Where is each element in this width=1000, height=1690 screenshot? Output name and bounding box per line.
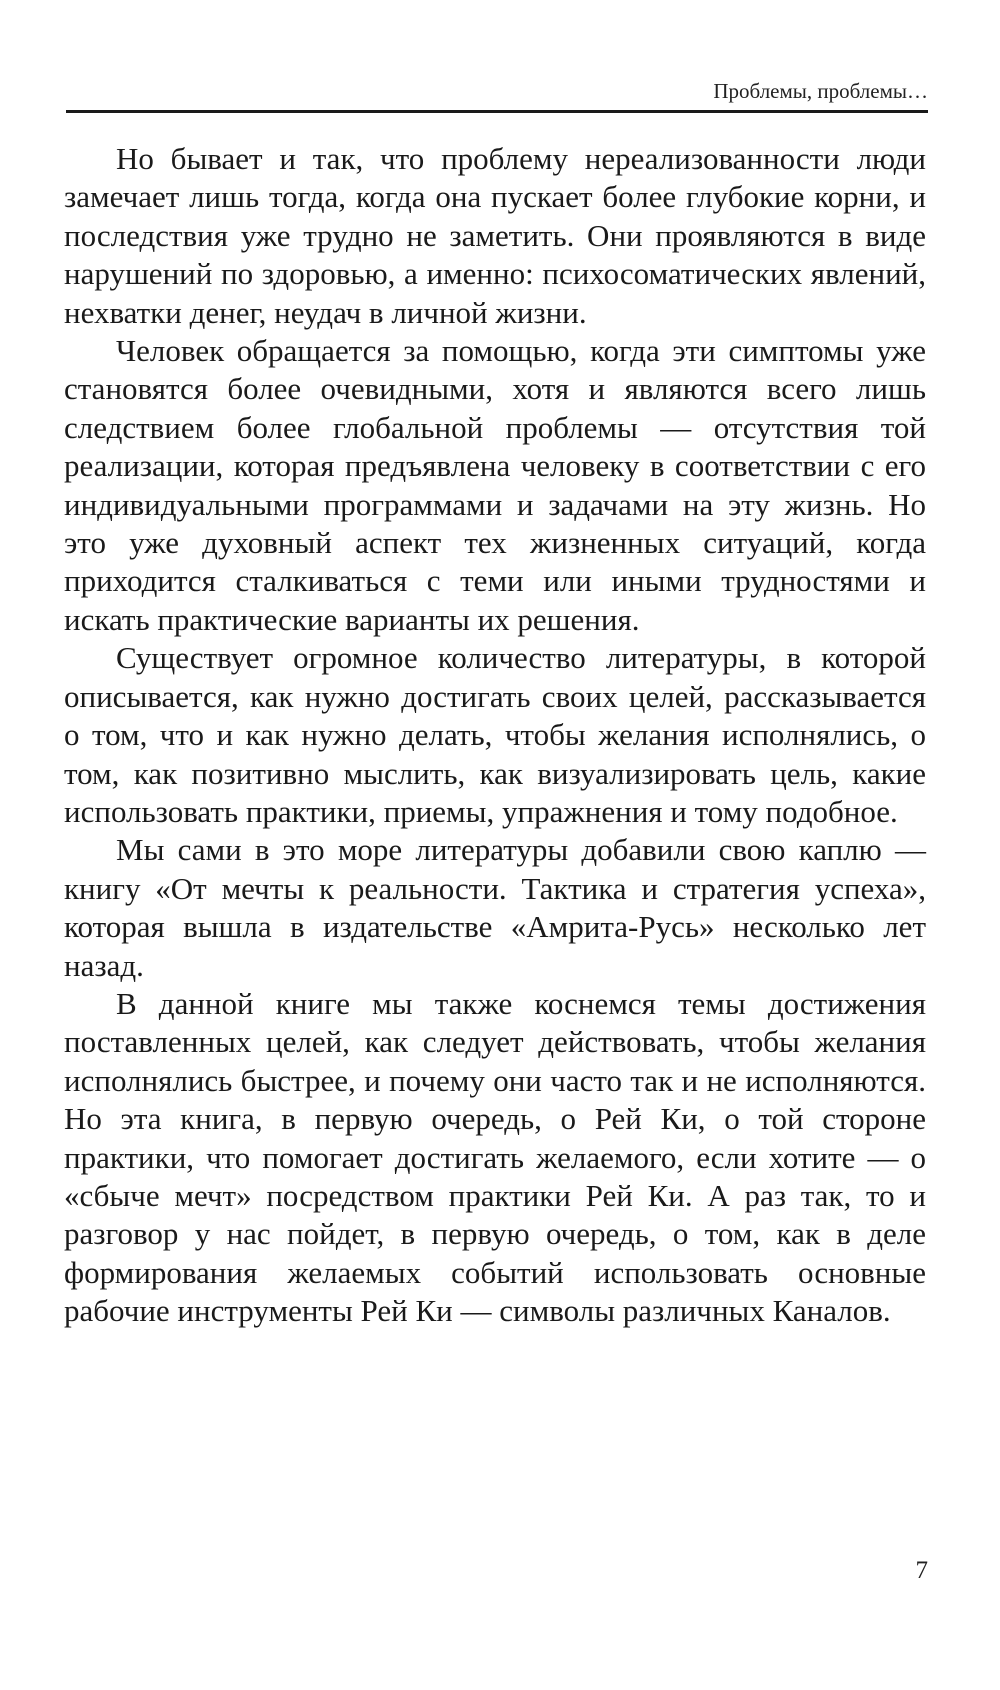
header-rule <box>66 110 928 113</box>
body-text <box>64 140 926 1331</box>
running-title: Проблемы, проблемы… <box>713 79 928 103</box>
paragraph-2: Человек обращается за помощью, когда эти симптомы уже становятся более очевидными, хотя и являются всего лишь следствием более глобальной проблемы — отсутствия той реализации, которая предъявлена человеку в соответствии с его индивидуальными программами и задачами на эту жизнь. Но это уже духовный аспект тех жизненных ситуаций, когда приходится сталкиваться с теми или иными трудностями и искать практические варианты их решения. <box>64 333 926 637</box>
page-number: 7 <box>915 1557 928 1584</box>
paragraph-1: Но бывает и так, что проблему нереализованности люди замечает лишь тогда, когда она пускает более глубокие корни, и последствия уже трудно не заметить. Они проявляются в виде нарушений по здоровью, а именно: психосоматических явлений, нехватки денег, неудач в личной жизни. <box>64 141 926 330</box>
paragraph-3: Существует огромное количество литературы, в которой описывается, как нужно достигать своих целей, рассказывается о том, что и как нужно делать, чтобы желания исполнялись, о том, как позитивно мыслить, как визуализировать цель, какие использовать практики, приемы, упражнения и тому подобное. <box>64 640 926 829</box>
paragraph-4: Мы сами в это море литературы добавили свою каплю — книгу «От мечты к реальности. Тактика и стратегия успеха», которая вышла в издательстве «Амрита-Русь» несколько лет назад. <box>64 832 926 983</box>
paragraph-5: В данной книге мы также коснемся темы достижения поставленных целей, как следует действовать, чтобы желания исполнялись быстрее, и почему они часто так и не исполняются. Но эта книга, в первую очередь, о Рей Ки, о той стороне практики, что помогает достигать желаемого, если хотите — о «сбыче мечт» посредством практики Рей Ки. А раз так, то и разговор у нас пойдет, в первую очередь, о том, как в деле формирования желаемых событий использовать основные рабочие инструменты Рей Ки — символы различных Каналов. <box>64 985 926 1329</box>
